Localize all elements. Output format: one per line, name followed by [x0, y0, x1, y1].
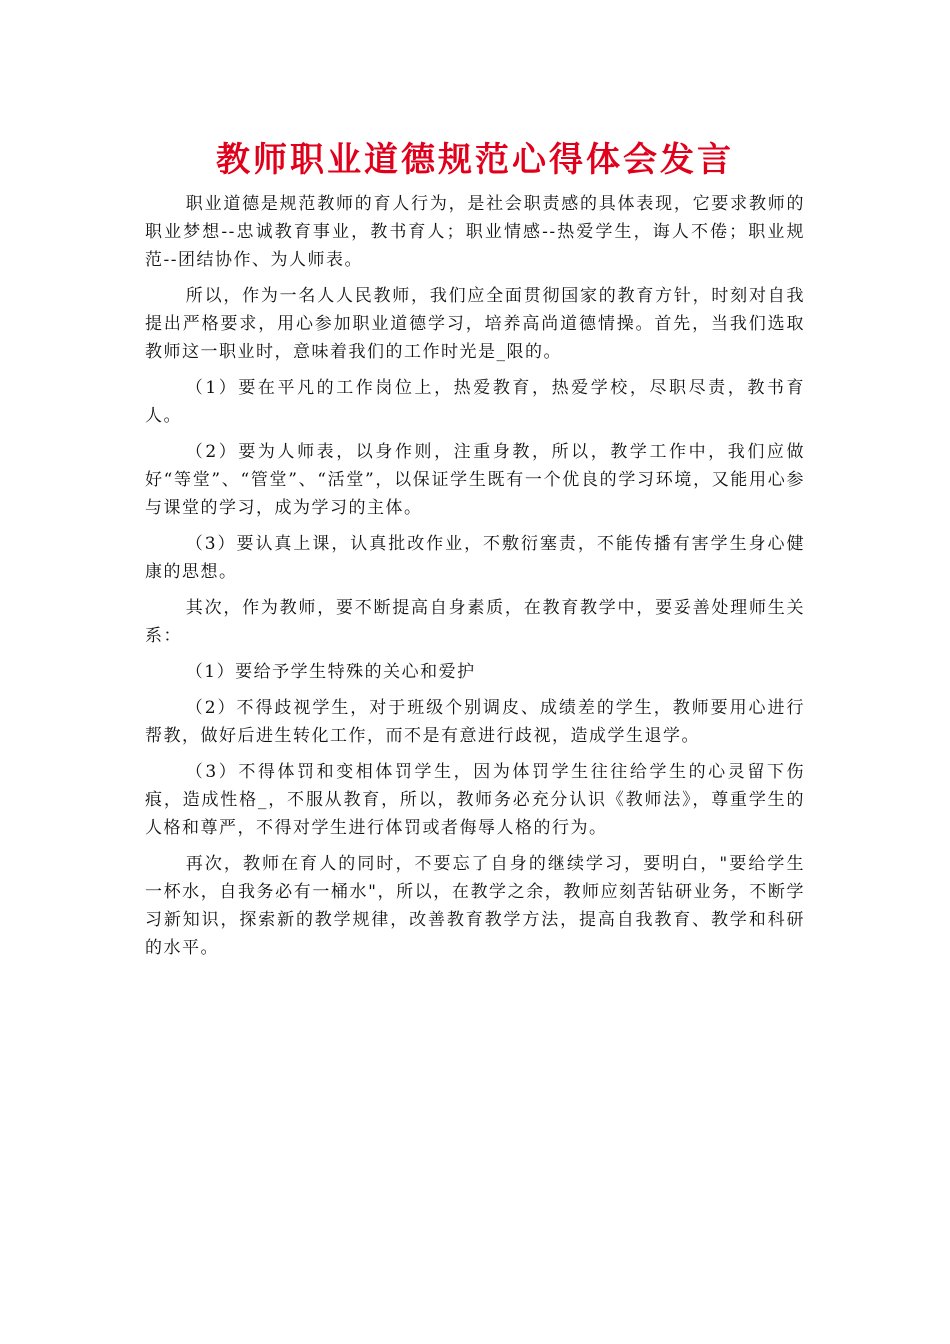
paragraph-item-3: （3）要认真上课，认真批改作业，不敷衍塞责，不能传播有害学生身心健康的思想。 — [145, 534, 805, 582]
paragraph-care-item-1: （1）要给予学生特殊的关心和爱护 — [185, 662, 476, 682]
paragraph-intro: 职业道德是规范教师的育人行为，是社会职责感的具体表现，它要求教师的职业梦想--忠诚教育事业，教书育人；职业情感--热爱学生，诲人不倦；职业规范--团结协作、为人师表。 — [145, 194, 805, 270]
document-body — [145, 190, 805, 970]
paragraph-secondly: 其次，作为教师，要不断提高自身素质，在教育教学中，要妥善处理师生关系： — [145, 598, 805, 646]
paragraph-thirdly: 再次，教师在育人的同时，不要忘了自身的继续学习，要明白，"要给学生一杯水，自我务必有一桶水"，所以，在教学之余，教师应刻苦钻研业务，不断学习新知识，探索新的教学规律，改善教育教学方法，提高自我教育、教学和科研的水平。 — [145, 854, 805, 958]
paragraph-care-item-3: （3）不得体罚和变相体罚学生，因为体罚学生往往给学生的心灵留下伤痕，造成性格_，不服从教育，所以，教师务必充分认识《教师法》，尊重学生的人格和尊严，不得对学生进行体罚或者侮辱人格的行为。 — [145, 762, 805, 838]
document-title: 教师职业道德规范心得体会发言 — [216, 140, 734, 180]
paragraph-item-1: （1）要在平凡的工作岗位上，热爱教育，热爱学校，尽职尽责，教书育人。 — [145, 378, 805, 426]
paragraph-item-2: （2）要为人师表，以身作则，注重身教，所以，教学工作中，我们应做好“等堂”、“管堂”、“活堂”，以保证学生既有一个优良的学习环境，又能用心参与课堂的学习，成为学习的主体。 — [145, 442, 805, 518]
paragraph-care-item-2: （2）不得歧视学生，对于班级个别调皮、成绩差的学生，教师要用心进行帮教，做好后进生转化工作，而不是有意进行歧视，造成学生退学。 — [145, 698, 805, 746]
paragraph-commitment: 所以，作为一名人人民教师，我们应全面贯彻国家的教育方针，时刻对自我提出严格要求，用心参加职业道德学习，培养高尚道德情操。首先，当我们选取教师这一职业时，意味着我们的工作时光是_限的。 — [145, 286, 805, 362]
